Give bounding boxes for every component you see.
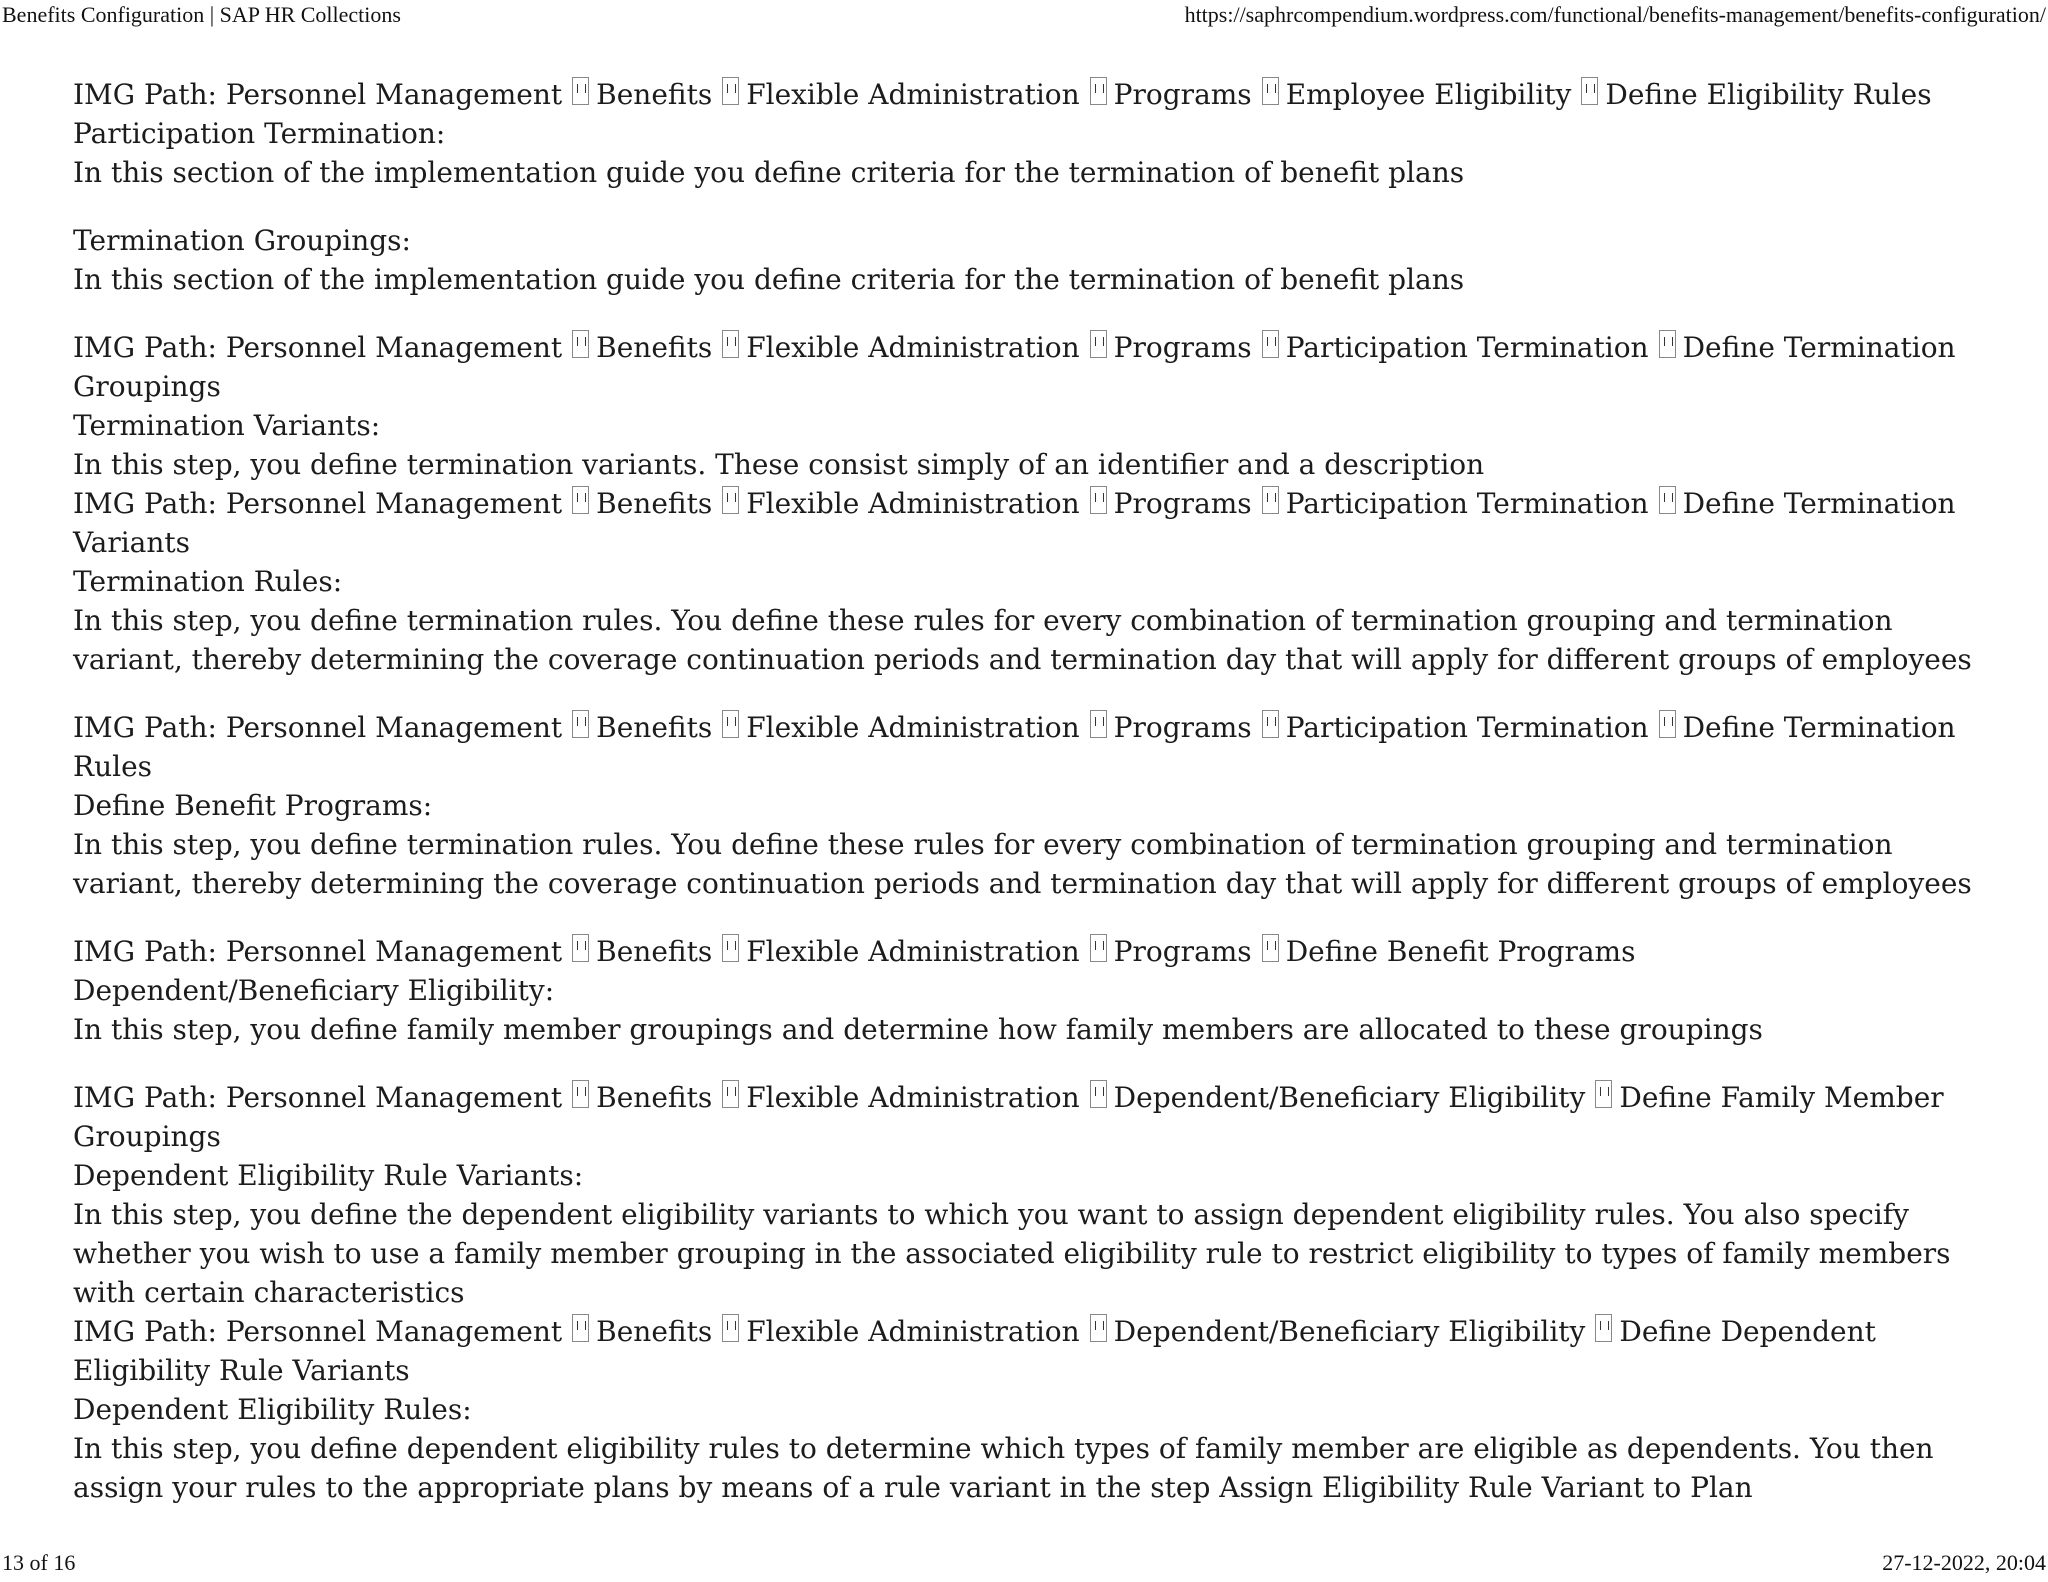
broken-image-icon (1262, 710, 1279, 738)
section-heading: Participation Termination: (73, 117, 446, 150)
paragraph-spacer (73, 1049, 1983, 1078)
section-heading: Termination Groupings: (73, 224, 411, 257)
broken-image-icon (1090, 1080, 1107, 1108)
paragraph-spacer (73, 192, 1983, 221)
img-path (73, 1078, 1983, 1156)
page-number: 13 of 16 (2, 1550, 76, 1575)
broken-image-icon (722, 1314, 739, 1342)
img-path-segment: Dependent/Beneficiary Eligibility (1113, 1081, 1586, 1114)
img-path-segment: IMG Path: Personnel Management (73, 1081, 563, 1114)
broken-image-icon (722, 710, 739, 738)
img-path-segment: Benefits (596, 331, 713, 364)
img-path-segment: Benefits (596, 78, 713, 111)
section-description: In this step, you define family member groupings and determine how family members are allocated to these groupings (73, 1013, 1763, 1046)
paragraph-spacer (73, 679, 1983, 708)
print-datetime: 27-12-2022, 20:04 (1882, 1550, 2046, 1575)
broken-image-icon (1090, 486, 1107, 514)
section-heading: Dependent/Beneficiary Eligibility: (73, 974, 555, 1007)
broken-image-icon (572, 1314, 589, 1342)
img-path-segment: Flexible Administration (746, 331, 1080, 364)
broken-image-icon (1090, 1314, 1107, 1342)
broken-image-icon (1595, 1080, 1612, 1108)
img-path-segment: Programs (1113, 487, 1252, 520)
img-path-segment: Flexible Administration (746, 1315, 1080, 1348)
img-path-segment: Programs (1113, 331, 1252, 364)
img-path-segment: Programs (1113, 711, 1252, 744)
img-path-segment: Participation Termination (1285, 487, 1649, 520)
paragraph-spacer (73, 299, 1983, 328)
broken-image-icon (572, 486, 589, 514)
img-path-segment: Flexible Administration (746, 711, 1080, 744)
print-header-title: Benefits Configuration | SAP HR Collections (2, 2, 401, 27)
broken-image-icon (1090, 934, 1107, 962)
section-description: In this section of the implementation guide you define criteria for the termination of benefit plans (73, 263, 1465, 296)
broken-image-icon (1090, 330, 1107, 358)
broken-image-icon (722, 77, 739, 105)
img-path-segment: Define Benefit Programs (1285, 935, 1636, 968)
img-path-segment: Define Termination Variants (73, 487, 1956, 559)
broken-image-icon (722, 486, 739, 514)
broken-image-icon (572, 330, 589, 358)
img-path (73, 708, 1983, 786)
section-description: In this step, you define termination variants. These consist simply of an identifier and a description (73, 448, 1485, 481)
img-path-segment: Dependent/Beneficiary Eligibility (1113, 1315, 1586, 1348)
img-path (73, 484, 1983, 562)
img-path-segment: Employee Eligibility (1285, 78, 1572, 111)
broken-image-icon (1262, 486, 1279, 514)
img-path-segment: Benefits (596, 1081, 713, 1114)
img-path-segment: Programs (1113, 935, 1252, 968)
broken-image-icon (1262, 934, 1279, 962)
broken-image-icon (722, 1080, 739, 1108)
img-path-segment: IMG Path: Personnel Management (73, 1315, 563, 1348)
img-path-segment: IMG Path: Personnel Management (73, 487, 563, 520)
section-description: In this step, you define termination rules. You define these rules for every combination of termination grouping and termination variant, thereby determining the coverage continuation periods and termination day that will apply for different groups of employees (73, 828, 1972, 900)
broken-image-icon (1090, 77, 1107, 105)
section-description: In this step, you define dependent eligibility rules to determine which types of family member are eligible as dependents. You then assign your rules to the appropriate plans by means of a rule variant in the step Assign Eligibility Rule Variant to Plan (73, 1432, 1934, 1504)
img-path-segment: Flexible Administration (746, 78, 1080, 111)
print-header-url: https://saphrcompendium.wordpress.com/functional/benefits-management/benefits-configuration/ (1184, 2, 2046, 27)
img-path-segment: Benefits (596, 1315, 713, 1348)
section-heading: Define Benefit Programs: (73, 789, 433, 822)
broken-image-icon (1262, 330, 1279, 358)
section-heading: Termination Variants: (73, 409, 381, 442)
section-heading: Termination Rules: (73, 565, 343, 598)
broken-image-icon (1090, 710, 1107, 738)
section-description: In this section of the implementation guide you define criteria for the termination of benefit plans (73, 156, 1465, 189)
broken-image-icon (1659, 486, 1676, 514)
broken-image-icon (572, 710, 589, 738)
img-path-segment: Define Eligibility Rules (1605, 78, 1932, 111)
section-heading: Dependent Eligibility Rules: (73, 1393, 472, 1426)
img-path-segment: Flexible Administration (746, 935, 1080, 968)
broken-image-icon (1581, 77, 1598, 105)
broken-image-icon (572, 1080, 589, 1108)
img-path-segment: IMG Path: Personnel Management (73, 711, 563, 744)
img-path-segment: Define Termination Groupings (73, 331, 1956, 403)
img-path-segment: Define Family Member Groupings (73, 1081, 1944, 1153)
img-path (73, 328, 1983, 406)
img-path (73, 932, 1983, 971)
img-path-segment: Benefits (596, 487, 713, 520)
img-path-segment: Participation Termination (1285, 331, 1649, 364)
article-body (73, 75, 1983, 1507)
broken-image-icon (722, 934, 739, 962)
broken-image-icon (722, 330, 739, 358)
broken-image-icon (1262, 77, 1279, 105)
section-heading: Dependent Eligibility Rule Variants: (73, 1159, 584, 1192)
img-path (73, 1312, 1983, 1390)
img-path-segment: Benefits (596, 935, 713, 968)
paragraph-spacer (73, 903, 1983, 932)
img-path-segment: Participation Termination (1285, 711, 1649, 744)
img-path (73, 75, 1983, 114)
img-path-segment: Flexible Administration (746, 487, 1080, 520)
broken-image-icon (1595, 1314, 1612, 1342)
broken-image-icon (572, 77, 589, 105)
broken-image-icon (1659, 330, 1676, 358)
img-path-segment: IMG Path: Personnel Management (73, 331, 563, 364)
img-path-segment: Flexible Administration (746, 1081, 1080, 1114)
broken-image-icon (1659, 710, 1676, 738)
section-description: In this step, you define the dependent eligibility variants to which you want to assign dependent eligibility rules. You also specify whether you wish to use a family member grouping in the associated eligibility rule to restrict eligibility to types of family members with certain characteristics (73, 1198, 1951, 1309)
section-description: In this step, you define termination rules. You define these rules for every combination of termination grouping and termination variant, thereby determining the coverage continuation periods and termination day that will apply for different groups of employees (73, 604, 1972, 676)
img-path-segment: Define Dependent Eligibility Rule Variants (73, 1315, 1876, 1387)
img-path-segment: Programs (1113, 78, 1252, 111)
img-path-segment: Define Termination Rules (73, 711, 1956, 783)
img-path-segment: IMG Path: Personnel Management (73, 935, 563, 968)
img-path-segment: IMG Path: Personnel Management (73, 78, 563, 111)
broken-image-icon (572, 934, 589, 962)
img-path-segment: Benefits (596, 711, 713, 744)
